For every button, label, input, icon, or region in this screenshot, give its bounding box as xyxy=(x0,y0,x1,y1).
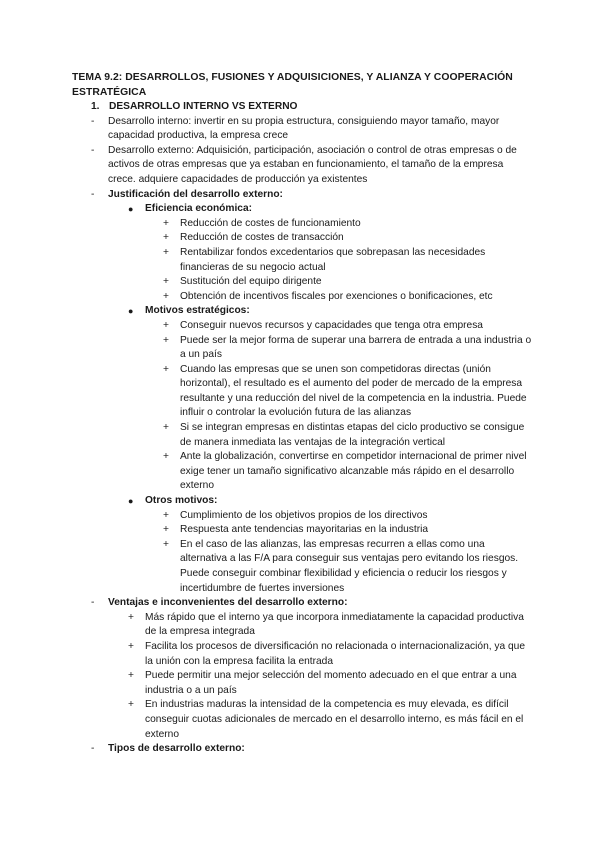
plus-marker: + xyxy=(163,246,169,258)
document-body xyxy=(0,100,600,757)
group-title: Motivos estratégicos: xyxy=(145,305,250,317)
ventajas-heading xyxy=(0,596,600,611)
section-title: DESARROLLO INTERNO VS EXTERNO xyxy=(109,101,298,112)
list-item-text: Conseguir nuevos recursos y capacidades que tenga otra empresa xyxy=(180,319,483,331)
definition-item xyxy=(0,115,600,144)
dash-marker: - xyxy=(91,743,95,755)
plus-marker: + xyxy=(128,611,134,623)
subsection-title: Justificación del desarrollo externo: xyxy=(108,188,283,200)
plus-marker: + xyxy=(163,290,169,302)
tipos-heading xyxy=(0,742,600,757)
plus-marker: + xyxy=(128,699,134,711)
plus-marker: + xyxy=(163,276,169,288)
group-title: Otros motivos: xyxy=(145,495,218,507)
list-item-text: Facilita los procesos de diversificación no relacionada o internacionalización, ya que la unión con la empresa facilita la entrada xyxy=(145,640,525,667)
list-item xyxy=(0,290,600,305)
subsection-title: Ventajas e inconvenientes del desarrollo externo: xyxy=(108,597,348,609)
list-item xyxy=(0,611,600,640)
bullet-marker: ● xyxy=(128,204,134,215)
dash-marker: - xyxy=(91,115,95,127)
list-item xyxy=(0,640,600,669)
plus-marker: + xyxy=(163,363,169,375)
list-item xyxy=(0,669,600,698)
dash-marker: - xyxy=(91,597,95,609)
dash-marker: - xyxy=(91,144,95,156)
list-item xyxy=(0,275,600,290)
plus-marker: + xyxy=(163,319,169,331)
list-item xyxy=(0,334,600,363)
plus-marker: + xyxy=(163,334,169,346)
list-item-text: Puede ser la mejor forma de superar una barrera de entrada a una industria o a un país xyxy=(180,334,532,361)
plus-marker: + xyxy=(163,509,169,521)
list-item xyxy=(0,421,600,450)
list-item xyxy=(0,538,600,596)
list-item-text: Ante la globalización, convertirse en competidor internacional de primer nivel exige tener un tamaño significativo alcanzable más rápido en el desarrollo externo xyxy=(180,451,527,492)
document-title: TEMA 9.2: DESARROLLOS, FUSIONES Y ADQUISICIONES, Y ALIANZA Y COOPERACIÓN ESTRATÉGICA xyxy=(72,72,513,98)
list-item-text: Cuando las empresas que se unen son competidoras directas (unión horizontal), el resultado es el aumento del poder de mercado de la empresa resultante y una reducción del nivel de la competencia en la industria. Puede influir o controlar la evolución futura de las alianzas xyxy=(180,363,527,419)
list-item-text: Obtención de incentivos fiscales por exenciones o bonificaciones, etc xyxy=(180,290,493,302)
group-heading xyxy=(0,304,600,319)
list-item xyxy=(0,363,600,421)
plus-marker: + xyxy=(128,670,134,682)
list-item-text: Respuesta ante tendencias mayoritarias en la industria xyxy=(180,524,429,536)
list-item xyxy=(0,523,600,538)
group-title: Eficiencia económica: xyxy=(145,203,253,215)
list-item xyxy=(0,246,600,275)
definition-text: Desarrollo externo: Adquisición, participación, asociación o control de otras empresas o de activos de otras empresas que ya estaban en funcionamiento, el tamaño de la empresa crece. adquiere capacidades de producción ya existentes xyxy=(108,144,517,185)
list-item-text: En industrias maduras la intensidad de la competencia es muy elevada, es difícil conseguir cuotas adicionales de mercado en el desarrollo interno, es más fácil en el externo xyxy=(145,699,524,740)
list-item-text: Sustitución del equipo dirigente xyxy=(180,276,322,288)
plus-marker: + xyxy=(163,422,169,434)
plus-marker: + xyxy=(128,640,134,652)
plus-marker: + xyxy=(163,538,169,550)
bullet-marker: ● xyxy=(128,306,134,317)
plus-marker: + xyxy=(163,232,169,244)
plus-marker: + xyxy=(163,451,169,463)
definition-text: Desarrollo interno: invertir en su propia estructura, consiguiendo mayor tamaño, mayor capacidad productiva, la empresa crece xyxy=(108,115,500,142)
plus-marker: + xyxy=(163,217,169,229)
list-item xyxy=(0,698,600,742)
definition-item xyxy=(0,144,600,188)
section-number: 1. xyxy=(91,101,100,112)
list-item-text: En el caso de las alianzas, las empresas recurren a ellas como una alternativa a las F/A para conseguir sus ventajas pero evitando los riesgos. Puede conseguir combinar flexibilidad y eficiencia o reducir los riesgos y incertidumbre de fuertes inversiones xyxy=(180,538,519,594)
list-item-text: Si se integran empresas en distintas etapas del ciclo productivo se consigue de manera inmediata las ventajas de la integración vertical xyxy=(180,422,525,448)
list-item-text: Cumplimiento de los objetivos propios de los directivos xyxy=(180,509,428,521)
list-item-text: Más rápido que el interno ya que incorpora inmediatamente la capacidad productiva de la empresa integrada xyxy=(145,611,524,638)
group-heading xyxy=(0,202,600,217)
subsection-title: Tipos de desarrollo externo: xyxy=(108,743,245,755)
list-item xyxy=(0,450,600,494)
plus-marker: + xyxy=(163,524,169,536)
list-item xyxy=(0,231,600,246)
list-item xyxy=(0,217,600,232)
list-item xyxy=(0,319,600,334)
section-heading xyxy=(0,100,600,115)
list-item-text: Rentabilizar fondos excedentarios que sobrepasan las necesidades financieras de su negocio actual xyxy=(180,246,486,273)
list-item-text: Reducción de costes de funcionamiento xyxy=(180,217,361,229)
list-item xyxy=(0,509,600,524)
dash-marker: - xyxy=(91,188,95,200)
bullet-marker: ● xyxy=(128,496,134,507)
group-heading xyxy=(0,494,600,509)
list-item-text: Puede permitir una mejor selección del momento adecuado en el que entrar a una industria o a un país xyxy=(145,670,517,696)
list-item-text: Reducción de costes de transacción xyxy=(180,232,344,244)
justificacion-heading xyxy=(0,188,600,203)
